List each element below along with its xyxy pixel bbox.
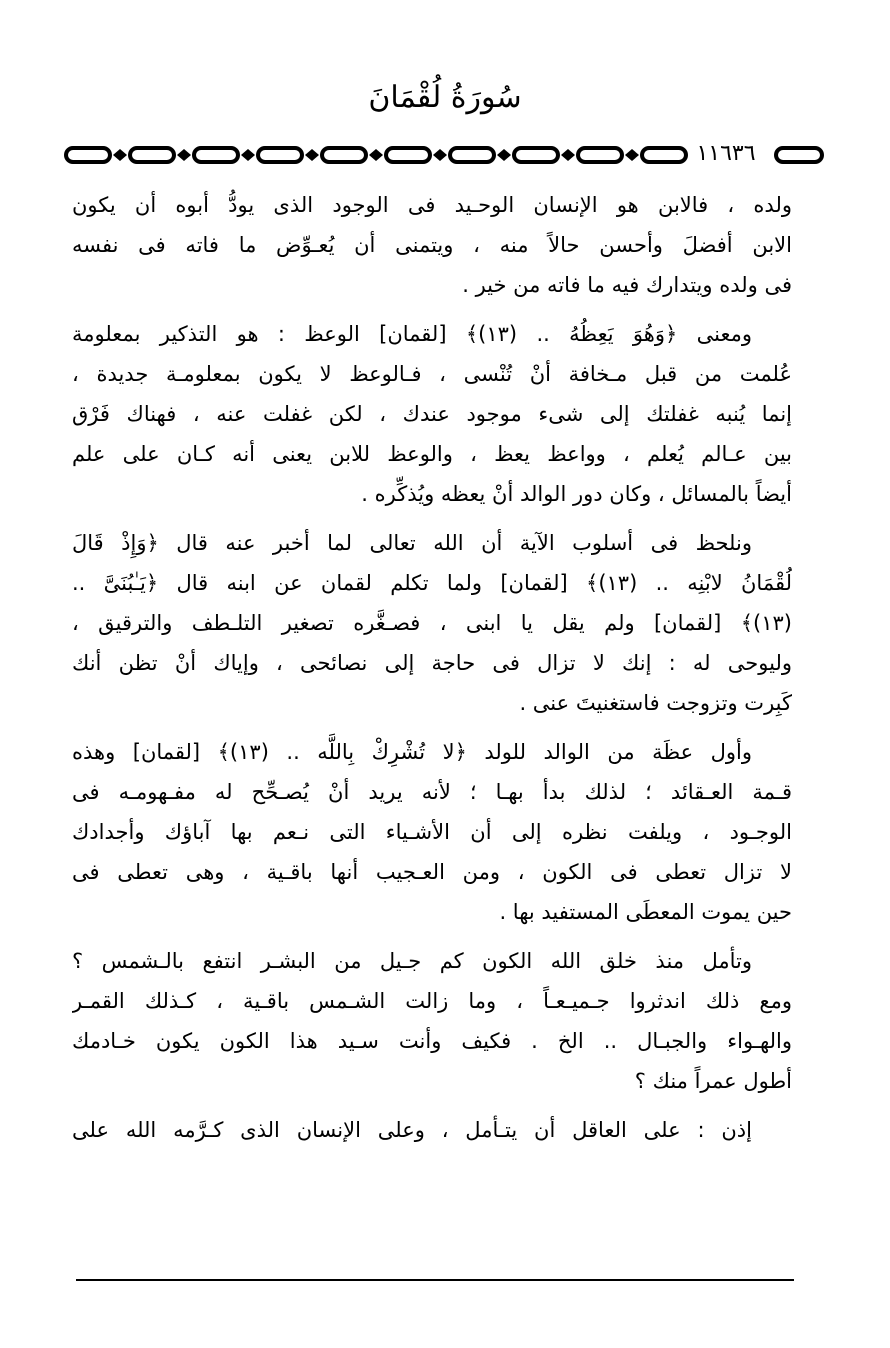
text-line: فى ولده ويتدارك فيه ما فاته من خير . — [462, 273, 792, 297]
body-text — [72, 185, 792, 1159]
chain-diamond — [177, 149, 191, 161]
chain-link — [578, 148, 622, 162]
chain-link — [130, 148, 174, 162]
chain-diamond — [113, 149, 127, 161]
chain-link — [642, 148, 686, 162]
surah-title: سُورَةُ لُقْمَانَ — [368, 80, 522, 115]
paragraph — [72, 523, 792, 723]
text-line: ونلحظ فى أسلوب الآية أن الله تعالى لما أخبر عنه قال ﴿وَإِذْ قَالَ — [72, 531, 752, 555]
chain-link — [322, 148, 366, 162]
text-line: إذن : على العاقل أن يتـأمل ، وعلى الإنسان الذى كـرَّمه الله على — [72, 1118, 752, 1142]
paragraph — [72, 941, 792, 1101]
chain-link — [66, 148, 110, 162]
chain-diamond — [561, 149, 575, 161]
text-line: ومعنى ﴿وَهُوَ يَعِظُهُ .. (١٣)﴾ [لقمان] الوعظ : هو التذكير بمعلومة — [72, 322, 752, 346]
chain-link — [514, 148, 558, 162]
text-line: كَبِرت وتزوجت فاستغنيتَ عنى . — [519, 691, 792, 715]
text-line: عُلمت من قبل مـخافة أنْ تُنْسى ، فـالوعظ لا يكون بمعلومـة جديدة ، — [72, 362, 792, 386]
text-line: ومع ذلك اندثروا جـميـعـاً ، وما زالت الشـمس باقـية ، كـذلك القمـر — [72, 989, 792, 1013]
text-line: حين يموت المعطَى المستفيد بها . — [499, 900, 792, 924]
chain-link — [194, 148, 238, 162]
text-line: وليوحى له : إنك لا تزال فى حاجة إلى نصائحى ، وإياك أنْ تظن أنك — [72, 651, 792, 675]
chain-diamond — [369, 149, 383, 161]
chain-diamond — [305, 149, 319, 161]
footer-rule — [76, 1279, 794, 1281]
text-line: إنما يُنبه غفلتك إلى شىء موجود عندك ، لكن غفلت عنه ، فهناك فَرْق — [72, 402, 792, 426]
paragraph — [72, 732, 792, 932]
text-line: ولده ، فالابن هو الإنسان الوحـيد فى الوجود الذى يودُّ أبوه أن يكون — [72, 193, 792, 217]
text-line: أيضاً بالمسائل ، وكان دور الوالد أنْ يعظه ويُذكِّره . — [361, 482, 792, 506]
text-line: لُقْمَانُ لابْنِه .. (١٣)﴾ [لقمان] ولما تكلم لقمان عن ابنه قال ﴿يَـٰبُنَىَّ .. — [72, 571, 792, 595]
text-line: لا تزال تعطى فى الكون ، ومن العـجيب أنها باقـية ، وهى تعطى فى — [72, 860, 792, 884]
chain-link — [776, 148, 822, 162]
chain-diamond — [625, 149, 639, 161]
chain-diamond — [497, 149, 511, 161]
chain-link — [386, 148, 430, 162]
chain-diamond — [433, 149, 447, 161]
text-line: أطول عمراً منك ؟ — [634, 1069, 792, 1093]
text-line: (١٣)﴾ [لقمان] ولم يقل يا ابنى ، فصـغَّره تصغير التلـطف والترقيق ، — [72, 611, 792, 635]
text-line: قـمة العـقائد ؛ لذلك بدأ بهـا ؛ لأنه يريد أنْ يُصـحِّح له مفـهومـه فى — [72, 780, 792, 804]
paragraph — [72, 185, 792, 305]
text-line: وتأمل منذ خلق الله الكون كم جـيل من البشـر انتفع بالـشمس ؟ — [72, 949, 752, 973]
text-line: الابن أفضلَ وأحسن حالاً منه ، ويتمنى أن يُعـوِّض ما فاته فى نفسه — [72, 233, 792, 257]
text-line: بين عـالم يُعلم ، وواعظ يعظ ، والوعظ للابن يعنى أنه كـان على علم — [72, 442, 792, 466]
chain-link — [258, 148, 302, 162]
chain-diamond — [241, 149, 255, 161]
text-line: وأول عظَة من الوالد للولد ﴿لا تُشْرِكْ بِاللَّه .. (١٣)﴾ [لقمان] وهذه — [72, 740, 752, 764]
paragraph — [72, 314, 792, 514]
text-line: الوجـود ، ويلفت نظره إلى أن الأشـياء التى نـعم بها آباؤك وأجدادك — [72, 820, 792, 844]
text-line: والهـواء والجبـال .. الخ . فكيف وأنت سـيد هذا الكون يكون خـادمك — [72, 1029, 792, 1053]
page-number: ١١٦٣٦ — [688, 141, 764, 167]
chain-link — [450, 148, 494, 162]
paragraph — [72, 1110, 792, 1150]
